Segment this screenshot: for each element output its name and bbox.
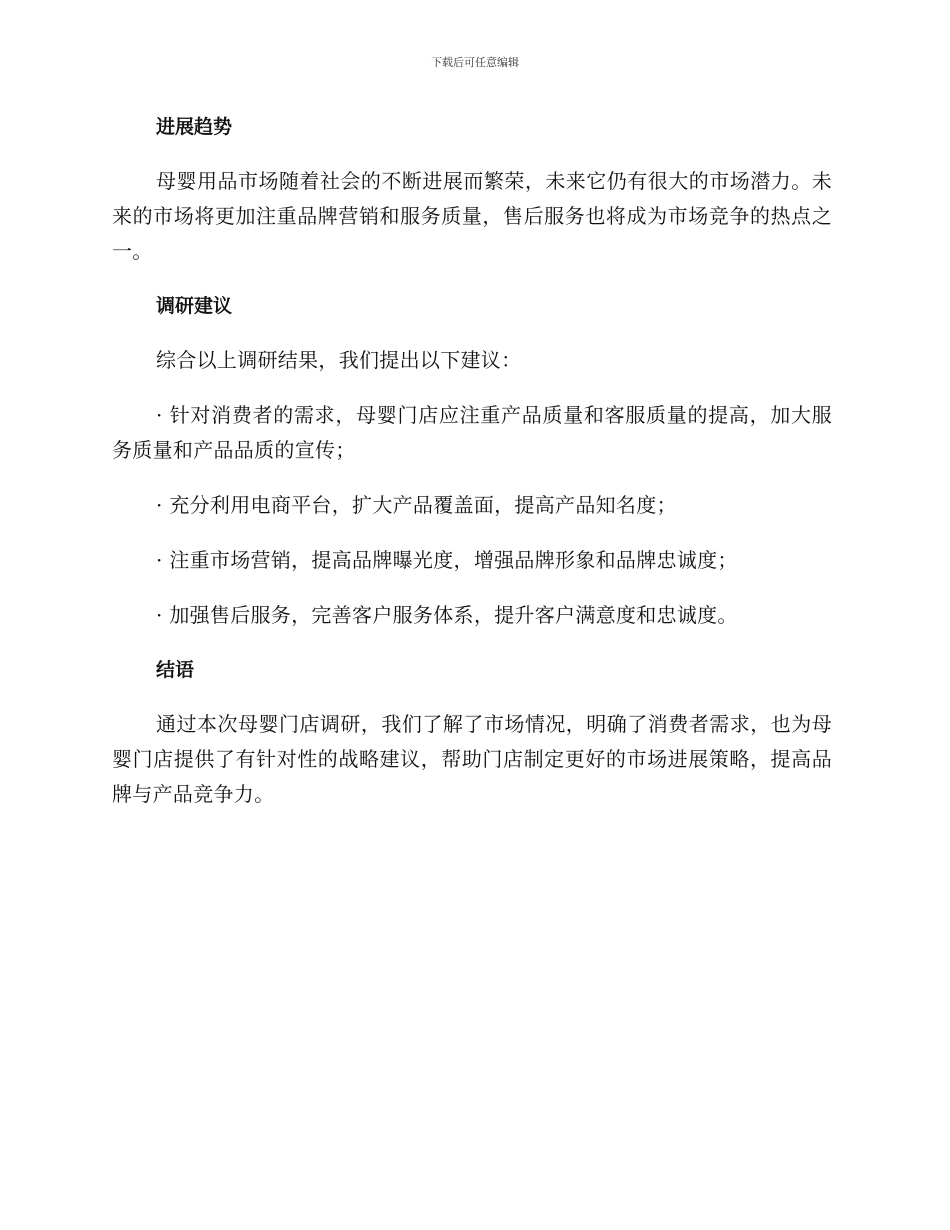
section-heading-conclusion: 结语 xyxy=(156,659,195,681)
trend-paragraph: 母婴用品市场随着社会的不断进展而繁荣，未来它仍有很大的市场潜力。未来的市场将更加注重品牌营销和服务质量，售后服务也将成为市场竞争的热点之一。 xyxy=(112,169,832,263)
document-body xyxy=(112,110,832,832)
suggestion-item: · 充分利用电商平台，扩大产品覆盖面，提高产品知名度； xyxy=(156,493,677,517)
conclusion-paragraph: 通过本次母婴门店调研，我们了解了市场情况，明确了消费者需求，也为母婴门店提供了有针对性的战略建议，帮助门店制定更好的市场进展策略，提高品牌与产品竞争力。 xyxy=(112,712,832,806)
suggestion-item: · 加强售后服务，完善客户服务体系，提升客户满意度和忠诚度。 xyxy=(156,603,738,627)
suggestion-item: · 注重市场营销，提高品牌曝光度，增强品牌形象和品牌忠诚度； xyxy=(156,548,738,572)
page-header-note: 下载后可任意编辑 xyxy=(431,56,519,69)
suggestion-item: · 针对消费者的需求，母婴门店应注重产品质量和客服质量的提高，加大服务质量和产品品质的宣传； xyxy=(112,403,832,462)
section-heading-trend: 进展趋势 xyxy=(156,116,233,138)
suggestions-intro: 综合以上调研结果，我们提出以下建议： xyxy=(156,348,522,372)
section-heading-suggestions: 调研建议 xyxy=(156,295,233,317)
